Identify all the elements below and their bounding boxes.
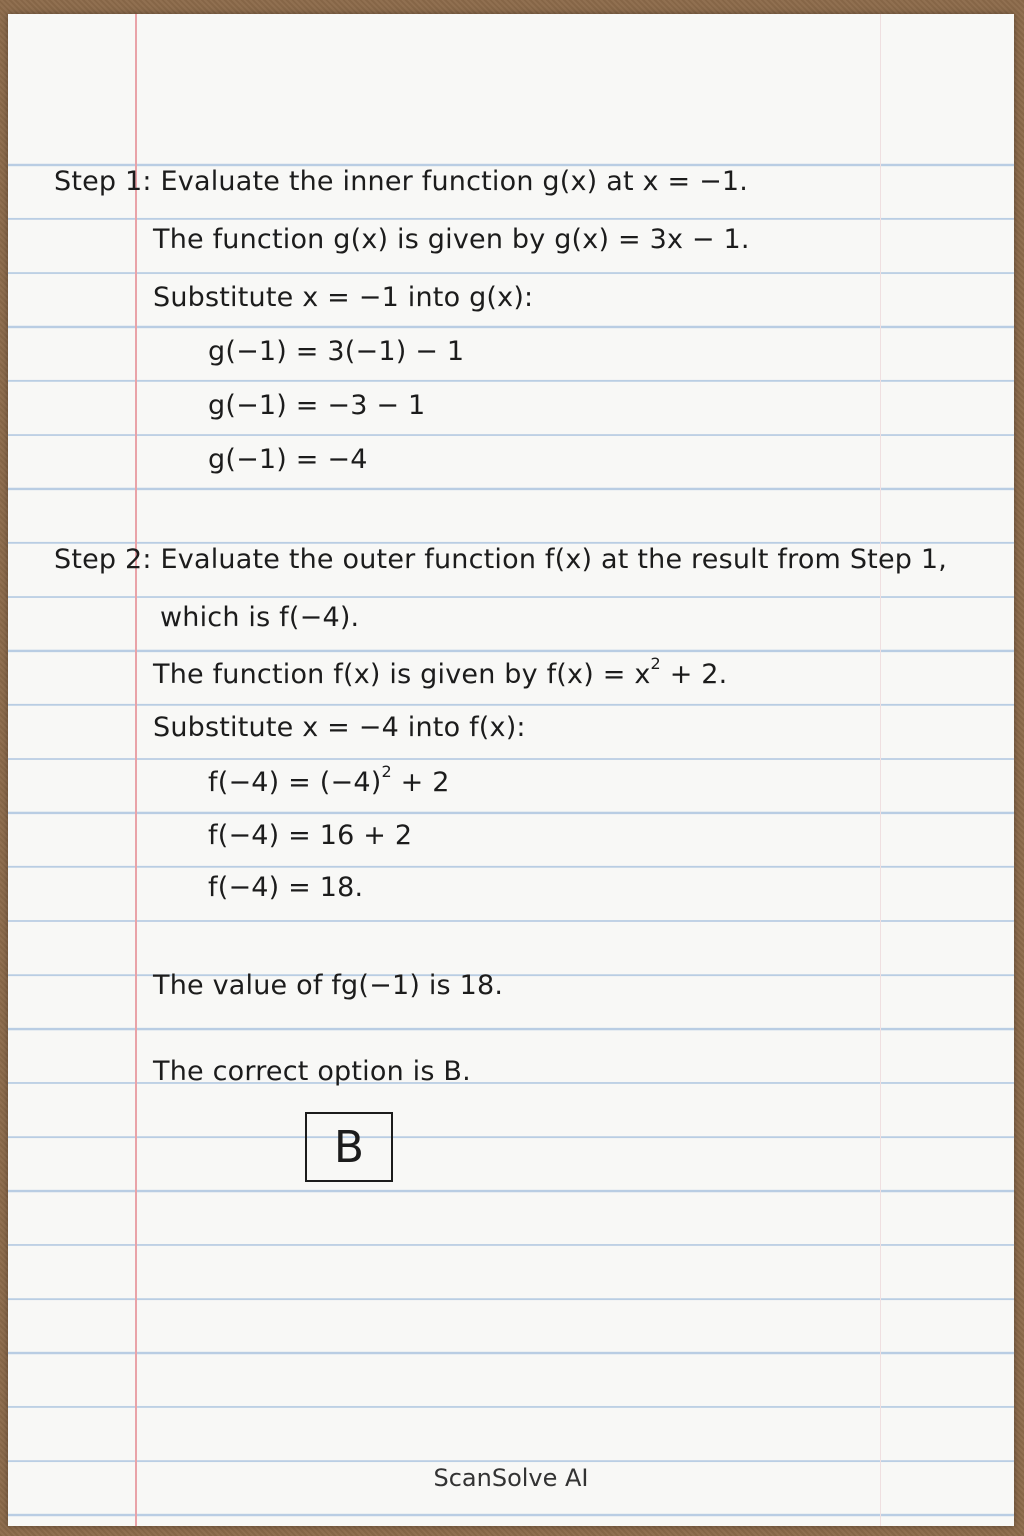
conclusion-option: The correct option is B.: [153, 1056, 471, 1087]
faint-right-margin: [880, 14, 881, 1526]
step2-line-function: The function f(x) is given by $f(x) = x^2 + 2$.: [153, 654, 728, 690]
step2-heading: Step 2: Evaluate the outer function f(x) at the result from Step 1,: [54, 544, 948, 575]
red-margin-line: [135, 14, 137, 1526]
step1-line-substitute: Substitute x = −1 into g(x):: [153, 282, 534, 313]
step2-calc-2: f(−4) = 16 + 2: [208, 820, 413, 851]
step1-calc-2: g(−1) = −3 − 1: [208, 390, 426, 421]
notebook-page: [8, 14, 1014, 1526]
page-header-space: [8, 14, 1014, 144]
step1-line-function: The function g(x) is given by g(x) = 3x − 1.: [153, 224, 750, 255]
step2-calc-3: f(−4) = 18.: [208, 872, 364, 903]
footer-brand: ScanSolve AI: [433, 1464, 589, 1492]
step2-line-which: which is f(−4).: [160, 602, 360, 633]
step2-line-substitute: Substitute x = −4 into f(x):: [153, 712, 526, 743]
boxed-answer: B: [305, 1112, 393, 1182]
step1-calc-3: g(−1) = −4: [208, 444, 368, 475]
conclusion-value: The value of fg(−1) is 18.: [153, 970, 504, 1001]
step1-calc-1: g(−1) = 3(−1) − 1: [208, 336, 465, 367]
step1-heading: Step 1: Evaluate the inner function g(x) at x = −1.: [54, 166, 749, 197]
step2-calc-1: $f(-4) = (-4)^2 + 2$: [208, 762, 450, 798]
